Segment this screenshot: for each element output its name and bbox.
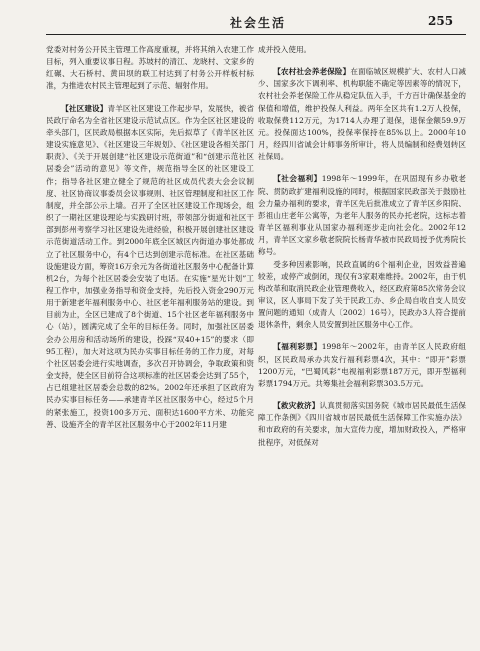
community-text: 青羊区社区建设工作起步早，发展快，被省民政厅命名为全省社区建设示范试点区。作为全区社区建设的牵头部门，区民政局根据本区实际，先后拟草了《青羊区社区建设实施意见》、《社区建设三年规划》、《社区建设各相关部门职责》、《关于开展创建“社区建设示范街道”和“创建示范社区居委会”活动的意见》等文件，规范指导全区的社区建设工作；指导各社区建立健全了规范的社区成员代表大会会议制度、社区协商议事委员会议事规则、社区管理制度和社区工作制度，并全部公示上墙。召开了全区社区建设工作现场会，组织了一期社区建设理论与实践研讨班，带领部分街道和社区干部到彭州考察学习社区建设先进经验，积极开展创建社区建设示范街道活动工作。到2000年底全区城区内街道办事处都成立了社区服务中心，有4个已达到创建示范标准。在社区基础设施建设方面，筹资16万余元为各街道社区服务中心配备计算机2台，为每个社区居委会安装了电话。在实施“星光计划”工程工作中，加强业务指导和资金支持，先后投入资金290万元用于新建老年福利服务中心、社区老年福利服务站的建设。到目前为止，全区已建成了8个街道、15个社区老年福利服务中心（站），圆满完成了全年的目标任务。同时，加强社区居委会办公用房和活动场所的建设，投踩“双40+15”的要求（即95工程），加大对这项为民办实事目标任务的工作力度，对每个社区居委会进行实地调查，多次召开协调会，争取政策和资金支持，使全区目前符合这项标准的社区居委会达到了55个，占已组建社区居委会总数的82%。2002年还承担了区政府为民办实事目标任务——承建青羊区社区服务中心，经过5个月的紧张施工，投资100多万元、面积达1600平方米、功能完善、设施齐全的青羊区社区服务中心于2002年11月建 xyxy=(46,103,254,429)
paragraph-rural-pension xyxy=(258,66,466,163)
header-rule xyxy=(46,34,466,35)
section-tag-disaster-relief: 【救灾救济】 xyxy=(273,401,320,411)
section-title: 社会生活 xyxy=(230,16,287,30)
welfare-lottery-text: 1998年～2002年，由青羊区人民政府组织，区民政局承办共发行福利彩票4次，其中：“即开”彩票1200万元，“巴蜀风彩”电视福利彩票187万元，即开型福利彩票1794万元。共筹集社会福利彩票303.5万元。 xyxy=(258,342,466,388)
rural-pension-text: 在面临城区规模扩大、农村人口减少、国家多次下调利率、机构职能不确定等因素等的情况下，农村社会养老保险工作从稳定队伍入手，千方百计确保基金的保值和增值，维护投保人利益。两年全区共有1.2万人投保，收取保费112万元，为1714人办理了退保，退保金额59.9万元。投保面达100%，投保率保持在85%以上。2000年10月，经四川省诚会计师事务所审计，将人员编制和经费划转区社保局。 xyxy=(258,67,466,162)
right-column xyxy=(258,44,466,644)
page-number: 255 xyxy=(428,14,454,28)
left-column xyxy=(46,44,254,644)
page-header xyxy=(0,0,480,44)
paragraph-social-welfare xyxy=(258,173,466,258)
paragraph-continued: 成并投入使用。 xyxy=(258,45,312,54)
section-tag-community: 【社区建设】 xyxy=(61,103,108,113)
paragraph-disaster-relief xyxy=(258,400,466,449)
paragraph-village-affairs: 党委对村务公开民主管理工作高度重视，并将其纳入农建工作目标，列入重要议事日程。苏坡村的清江、龙晓村、文家乡的红碾、大石桥村、黄田坝的联工村达到了村务公开样板村标准，为推进农村民主管理起到了示范、辐射作用。 xyxy=(46,45,254,91)
paragraph-welfare-lottery xyxy=(258,341,466,390)
paragraph-welfare-enterprises: 受多种因素影响，民政直属的6个福利企业，因效益普遍较差，或停产或倒闭，现仅有3家艰难维持。2002年，由于机构改革和取消民政企业管理费收入，经区政府第85次常务会议审议，区人事局下发了关于民政工办、乡企局自收自支人员安置问题的通知（成青人〔2002〕16号），民政办3人符合提前退休条件，剩余人员安置到社区服务中心工作。 xyxy=(258,259,466,330)
section-tag-welfare-lottery: 【福利彩票】 xyxy=(273,342,322,352)
paragraph-community-building xyxy=(46,103,254,431)
social-welfare-text: 1998年～1999年，在巩固现有乡办敬老院、贯防政扩建福利设施的同时，根据国家民政部关于鼓励社会力量办福利的要求，青羊区先后批准成立了青羊区乡阳院、彭祖山庄老年公寓等，为老年人服务的民办托老院，这标志着青羊区福利事业从国家办福利逐步走向社会化。2002年12月，青羊区文家乡敬老院院长杨青华被市民政局授予优秀院长称号。 xyxy=(258,174,466,257)
disaster-relief-text: 认真贯彻落实国务院《城市居民最低生活保障工作条例》《四川省城市居民最低生活保障工作实施办法》和市政府的有关要求，加大宣传力度，增加财政投入，严格审批程序，对低保对 xyxy=(258,401,466,447)
section-tag-social-welfare: 【社会福利】 xyxy=(273,174,322,184)
section-tag-rural-pension: 【农村社会养老保险】 xyxy=(273,67,351,77)
